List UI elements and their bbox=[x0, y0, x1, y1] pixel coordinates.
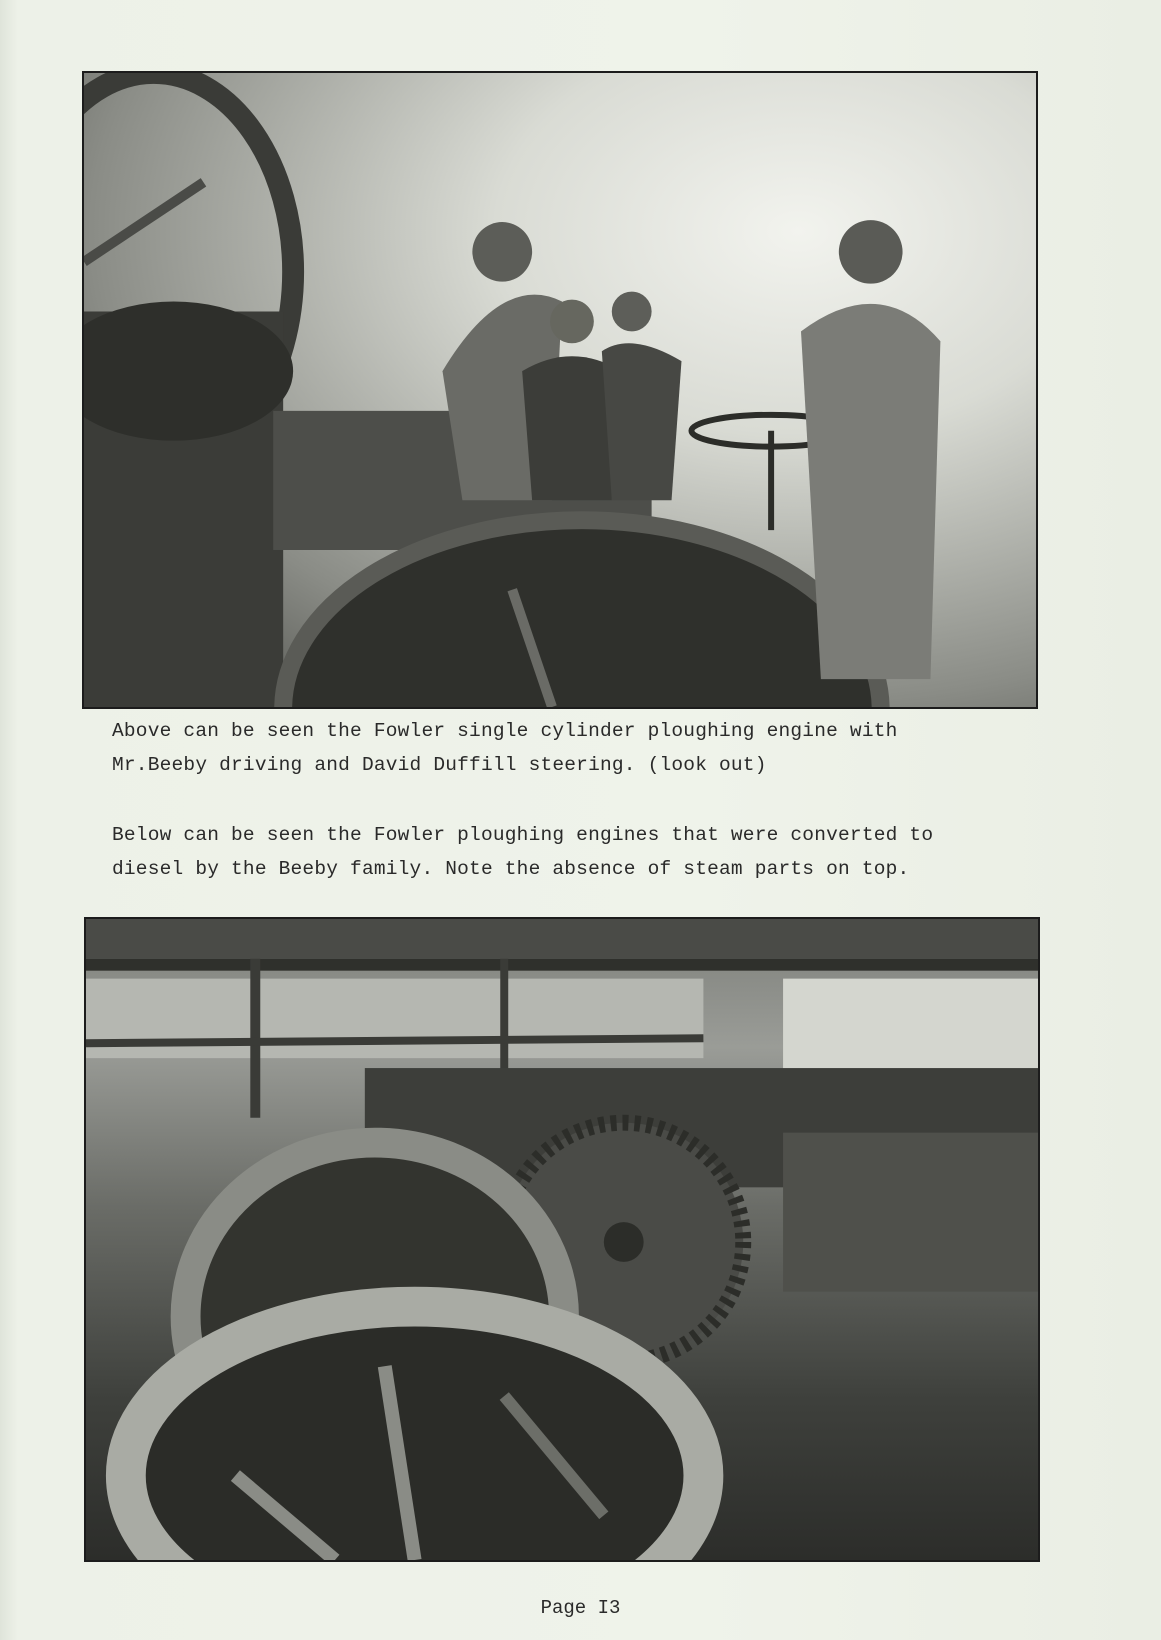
page-number: Page I3 bbox=[540, 1597, 621, 1619]
photo-ploughing-engine-crew bbox=[82, 71, 1038, 709]
caption-above-line-2: Mr.Beeby driving and David Duffill steering. (look out) bbox=[112, 754, 767, 776]
caption-below-line-2: diesel by the Beeby family. Note the absence of steam parts on top. bbox=[112, 858, 910, 880]
caption-above-line-1: Above can be seen the Fowler single cylinder ploughing engine with bbox=[112, 720, 898, 742]
photo-top-drawing bbox=[84, 73, 1036, 707]
caption-above bbox=[112, 714, 898, 782]
photo-bottom-drawing bbox=[86, 919, 1038, 1560]
caption-below bbox=[112, 818, 933, 886]
caption-below-line-1: Below can be seen the Fowler ploughing engines that were converted to bbox=[112, 824, 934, 846]
photo-converted-diesel-engines bbox=[84, 917, 1040, 1562]
